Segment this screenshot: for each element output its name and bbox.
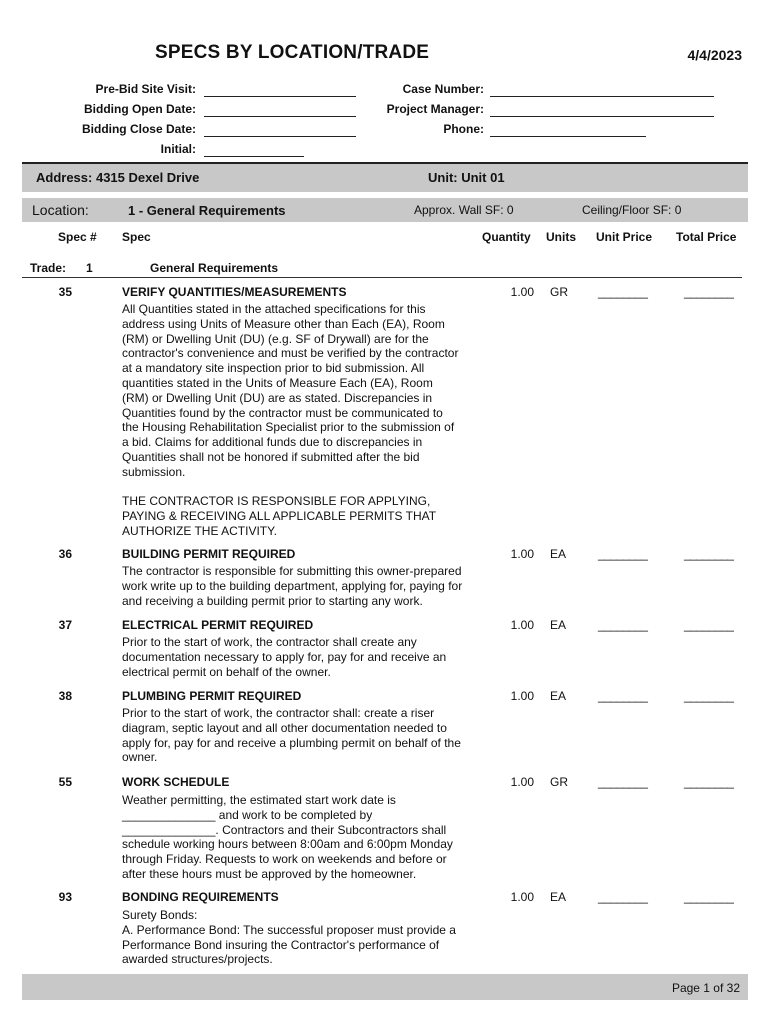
project-manager-label: Project Manager: [386,102,484,116]
address-text: Address: 4315 Dexel Drive [36,170,200,185]
unit-price-blank[interactable]: ________ [598,689,648,703]
total-price-blank[interactable]: ________ [684,689,734,703]
spec-unit: EA [550,689,567,703]
spec-description: All Quantities stated in the attached specifications for this address using Units of Measure other than Each (EA), Room (RM) or Dwelling Unit (DU) (e.g. SF of Drywall) are for the contractor's convenience and must be verified by the contractor at a mandatory site inspection prior to bid submission. All quantities stated in the Units of Measure Each (EA), Room (RM) or Dwelling Unit (DU) are as stated. Discrepancies in Quantities found by the contractor must be communicated to the Housing Rehabilitation Specialist prior to the submission of a bid. Claims for additional funds due to discrepancies in Quantities shall not be honored if submitted after the bid submission. THE CONTRACTOR IS RESPONSIBLE FOR APPLYING, PAYING & RECEIVING ALL APPLICABLE PERMITS THAT AUTHORIZE THE ACTIVITY. [122,302,459,538]
unit-price-blank[interactable]: ________ [598,285,648,299]
page-number: Page 1 of 32 [671,981,740,995]
phone-field[interactable] [490,136,646,137]
spec-number: 36 [58,547,72,561]
phone-label: Phone: [443,122,484,136]
spec-number: 93 [58,890,72,904]
spec-description: Prior to the start of work, the contractor shall: create a riser diagram, septic layout and all other documentation needed to apply for, pay for and receive a plumbing permit on behalf of the owner. [122,706,461,765]
col-units: Units [546,230,576,244]
trade-name: General Requirements [150,261,279,275]
spec-title: PLUMBING PERMIT REQUIRED [122,689,302,703]
spec-quantity: 1.00 [510,285,534,299]
spec-quantity: 1.00 [510,618,534,632]
case-number-field[interactable] [490,96,714,97]
unit-text: Unit: Unit 01 [428,170,505,185]
col-quantity: Quantity [482,230,531,244]
spec-quantity: 1.00 [510,547,534,561]
spec-title: BONDING REQUIREMENTS [122,890,279,904]
spec-description: Weather permitting, the estimated start work date is ______________ and work to be completed by ______________. Contractors and their Subcontractors shall schedule working hours between 8:00am and 6:00pm Monday through Friday. Requests to work on weekends and before or after these hours must be approved by the homeowner. [122,793,453,881]
total-price-blank[interactable]: ________ [684,890,734,904]
page-title: SPECS BY LOCATION/TRADE [155,42,430,63]
unit-price-blank[interactable]: ________ [598,618,648,632]
spec-unit: EA [550,890,567,904]
pre-bid-visit-label: Pre-Bid Site Visit: [95,82,196,96]
col-spec-num: Spec # [58,230,97,244]
ceiling-floor-sf: Ceiling/Floor SF: 0 [582,203,682,217]
initial-label: Initial: [160,142,196,156]
col-unit-price: Unit Price [596,230,653,244]
unit-price-blank[interactable]: ________ [598,890,648,904]
address-band [22,162,748,192]
trade-divider [22,277,742,278]
spec-title: ELECTRICAL PERMIT REQUIRED [122,618,314,632]
unit-price-blank[interactable]: ________ [598,775,648,789]
bidding-close-field[interactable] [204,136,356,137]
total-price-blank[interactable]: ________ [684,618,734,632]
spec-number: 35 [58,285,72,299]
trade-label: Trade: [30,261,67,275]
location-value: 1 - General Requirements [128,203,286,218]
trade-number: 1 [86,261,93,275]
case-number-label: Case Number: [402,82,484,96]
spec-quantity: 1.00 [510,890,534,904]
spec-quantity: 1.00 [510,775,534,789]
footer-band [22,974,748,1000]
spec-number: 38 [58,689,72,703]
initial-field[interactable] [204,156,304,157]
spec-unit: GR [550,285,568,299]
spec-title: WORK SCHEDULE [122,775,230,789]
project-manager-field[interactable] [490,116,714,117]
spec-title: BUILDING PERMIT REQUIRED [122,547,296,561]
spec-description: Surety Bonds: A. Performance Bond: The successful proposer must provide a Performance Bond insuring the Contractor's performance of awarded structures/projects. [122,908,456,967]
spec-description: The contractor is responsible for submitting this owner-prepared work write up to the building department, applying for, paying for and receiving a building permit prior to starting any work. [122,564,463,608]
spec-title: VERIFY QUANTITIES/MEASUREMENTS [122,285,347,299]
col-total-price: Total Price [676,230,737,244]
col-spec: Spec [122,230,151,244]
unit-price-blank[interactable]: ________ [598,547,648,561]
report-date: 4/4/2023 [687,47,742,63]
spec-unit: EA [550,547,567,561]
wall-sf: Approx. Wall SF: 0 [414,203,514,217]
location-label: Location: [32,202,89,218]
spec-unit: GR [550,775,568,789]
bidding-open-field[interactable] [204,116,356,117]
pre-bid-visit-field[interactable] [204,96,356,97]
spec-unit: EA [550,618,567,632]
total-price-blank[interactable]: ________ [684,547,734,561]
bidding-open-label: Bidding Open Date: [84,102,196,116]
spec-description: Prior to the start of work, the contractor shall create any documentation necessary to apply for, pay for and receive an electrical permit on behalf of the owner. [122,635,447,679]
total-price-blank[interactable]: ________ [684,285,734,299]
spec-quantity: 1.00 [510,689,534,703]
total-price-blank[interactable]: ________ [684,775,734,789]
spec-number: 55 [58,775,72,789]
bidding-close-label: Bidding Close Date: [81,122,196,136]
spec-number: 37 [58,618,72,632]
location-band [22,198,748,222]
